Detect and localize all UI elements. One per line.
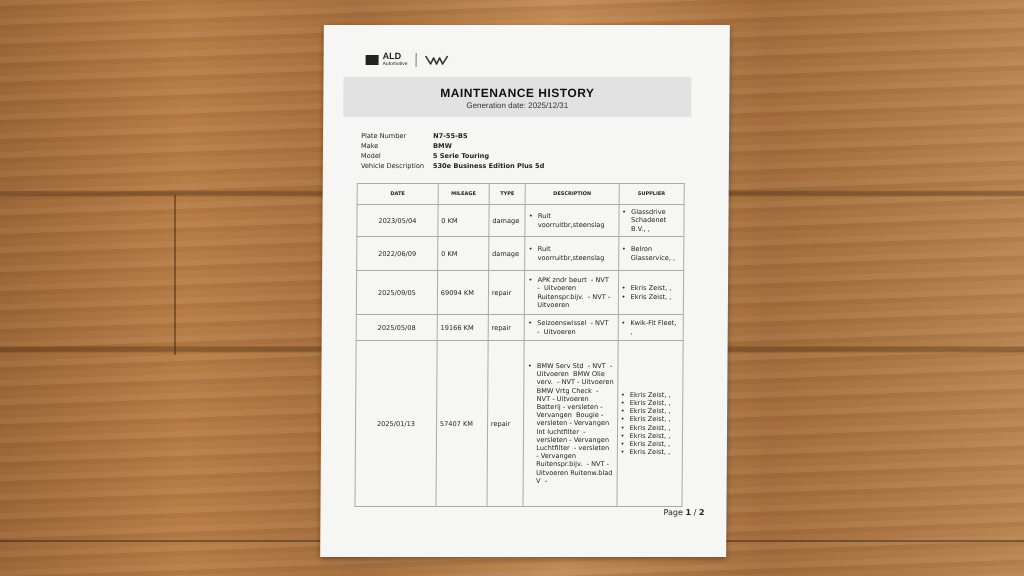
cell-type: repair [488,271,525,315]
ald-logo-mark [366,55,379,65]
vehicle-info [361,131,545,171]
cell-description [523,341,617,507]
supplier-item: • Ekris Zeist, , [621,432,679,440]
generation-date: Generation date: 2025/12/31 [466,101,569,110]
table-row [356,271,683,315]
cell-date: 2022/06/09 [357,237,438,271]
description-list [528,276,614,309]
description-list [529,212,615,228]
brand-logos [366,51,449,69]
cell-supplier [618,237,684,271]
cell-mileage: 57407 KM [436,341,488,507]
cell-type: damage [489,205,526,237]
table-row [355,341,683,507]
description-item: • APK zndr beurt - NVT - Uitvoeren Ruitenspr.bijv. - NVT - Uitvoeren [528,276,614,309]
supplier-list [622,245,681,261]
supplier-item: • Kwik-Fit Fleet, , [621,319,680,335]
supplier-list [622,208,681,233]
column-header-mileage: MILEAGE [438,184,489,205]
ald-logo-text: ALD Automotive [382,51,408,67]
vehicle-model-row: Model 5 Serie Touring [360,152,490,160]
cell-mileage: 0 KM [437,237,488,271]
description-list [527,361,618,485]
header-band [343,77,691,117]
cell-type: damage [488,237,525,271]
cell-type: repair [488,315,525,341]
column-header-type: TYPE [489,184,526,205]
cell-supplier [618,205,684,237]
supplier-list [620,391,679,457]
cell-mileage: 0 KM [438,205,489,237]
maintenance-table [354,183,684,507]
supplier-item: • Glassdrive Schadenet B.V., , [622,208,681,233]
supplier-list [621,319,680,335]
cell-mileage: 69094 KM [437,271,488,315]
supplier-item: • Ekris Zeist, , [620,448,678,456]
supplier-item: • Ekris Zeist, , [620,440,678,448]
page-title: MAINTENANCE HISTORY [440,86,595,100]
table-row [357,205,684,237]
board-seam [174,195,176,355]
cell-supplier [618,315,684,341]
supplier-item: • Ekris Zeist, , [621,415,679,423]
cell-date: 2025/01/13 [355,341,437,507]
supplier-item: • Ekris Zeist, , [621,424,679,432]
vehicle-plate-row: Plate Number N7-55-BS [361,132,468,140]
description-item: • BMW Serv Std - NVT - Uitvoeren BMW Olie verv. - NVT - Uitvoeren BMW Vrtg Check - NVT - Uitvoeren Batterij - versleten - Vervangen Bougie - versleten - Vervangen Int luchtfilter - versleten - Vervangen Luchtfilter - versleten - Vervangen Ruitenspr.bijv. - NVT - Uitvoeren Ruitenw.blad V - [527,362,614,485]
description-item: • Ruit voorruitbr,steenslag [529,245,615,261]
description-item: • Seizoenswissel - NVT - Uitvoeren [528,319,614,335]
cell-date: 2025/05/08 [356,315,437,341]
supplier-item: • Ekris Zeist, , [622,284,680,292]
cell-description [525,205,618,237]
supplier-item: • Belron Glasservice, , [622,245,681,261]
description-item: • Ruit voorruitbr,steenslag [529,212,615,228]
document-page [320,25,730,557]
cell-date: 2025/09/05 [356,271,437,315]
cell-mileage: 19166 KM [437,315,488,341]
page-number: Page 1 / 2 [663,508,705,517]
cell-type: repair [487,341,525,507]
supplier-item: • Ekris Zeist, , [621,407,679,415]
leaseplan-logo-icon [425,54,449,66]
cell-supplier [618,271,684,315]
column-header-date: DATE [357,184,438,205]
cell-date: 2023/05/04 [357,205,438,237]
supplier-list [622,284,681,300]
description-list [528,319,614,335]
table-row [357,237,684,271]
supplier-item: • Ekris Zeist, , [621,391,679,399]
table-row [356,315,683,341]
table-header-row [357,184,684,205]
description-list [529,245,615,261]
column-header-description: DESCRIPTION [525,184,618,205]
supplier-item: • Ekris Zeist, , [622,293,680,301]
cell-supplier [617,341,684,507]
supplier-item: • Ekris Zeist, , [621,399,679,407]
cell-description [525,271,618,315]
column-header-supplier: SUPPLIER [619,184,685,205]
cell-description [525,315,618,341]
logo-divider [416,53,417,67]
vehicle-make-row: Make BMW [360,142,452,150]
cell-description [525,237,618,271]
vehicle-description-row: Vehicle Description 530e Business Edition Plus 5d [360,162,545,170]
